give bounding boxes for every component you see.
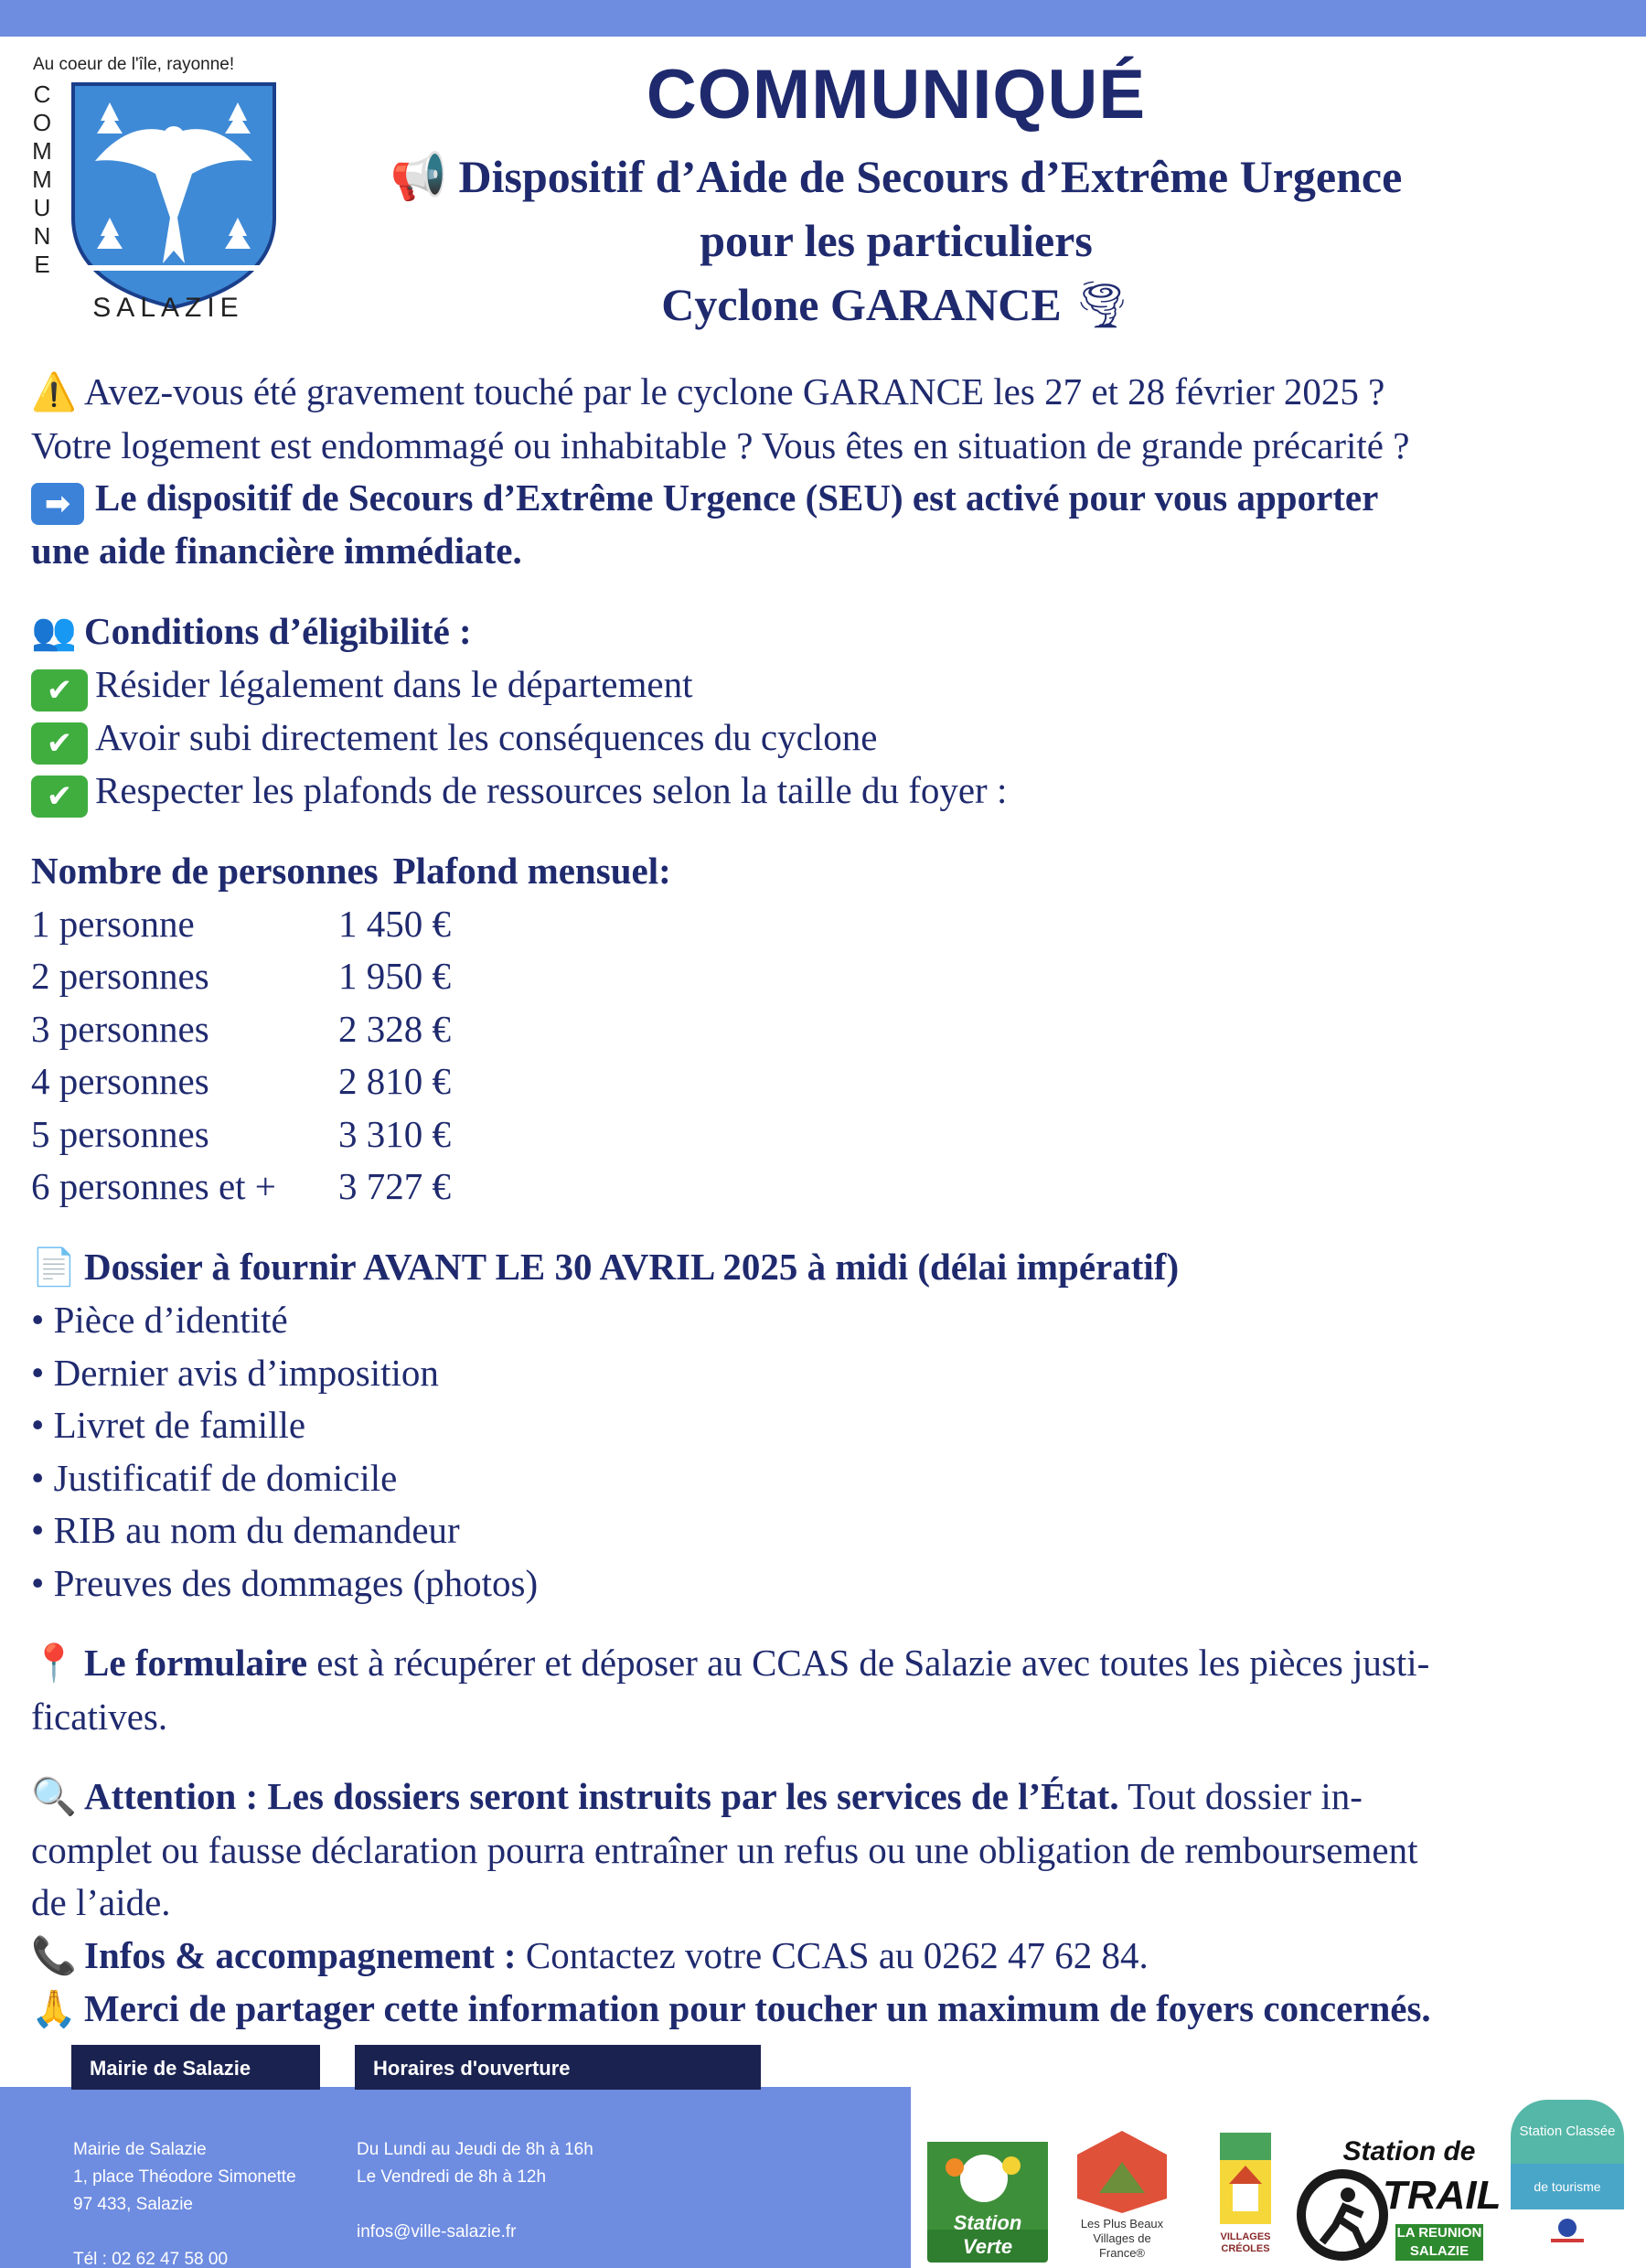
arrow-right-icon: ➡	[31, 483, 84, 525]
activation-line-2: une aide financière immédiate.	[31, 530, 522, 572]
list-item: • RIB au nom du demandeur	[31, 1509, 460, 1551]
crest-vertical-text: COMMUNE	[32, 80, 52, 278]
footer-hours: Du Lundi au Jeudi de 8h à 16h Le Vendredi de 8h à 12h infos@ville-salazie.fr	[357, 2136, 741, 2246]
footer-phone: Tél : 02 62 47 58 00	[73, 2250, 229, 2268]
table-row: 6 personnes et + 3 727 €	[31, 1165, 451, 1207]
marianne-icon	[1511, 2213, 1624, 2250]
attention-paragraph: 🔍 Attention : Les dossiers seront instruits par les services de l’État. Tout dossier in-	[31, 1771, 1622, 1824]
people-icon: 👥	[31, 610, 77, 653]
table-row: 2 personnes 1 950 €	[31, 955, 451, 997]
praying-hands-icon: 🙏	[31, 1988, 77, 2030]
commune-crest	[27, 53, 265, 327]
beaux-villages-logo: Les Plus Beaux Villages de France®	[1072, 2129, 1172, 2266]
document-icon: 📄	[31, 1246, 77, 1289]
villages-creoles-logo: VILLAGES CRÉOLES	[1216, 2129, 1275, 2266]
table-row: 3 personnes 2 328 €	[31, 1007, 451, 1050]
eligibility-item: ✔ Avoir subi directement les conséquences du cyclone	[31, 711, 1622, 765]
form-paragraph: 📍 Le formulaire est à récupérer et déposer au CCAS de Salazie avec toutes les pièces justi-	[31, 1637, 1622, 1691]
list-item: • Pièce d’identité	[31, 1299, 288, 1341]
intro-line-2: Votre logement est endommagé ou inhabitable ? Vous êtes en situation de grande précarité ?	[31, 423, 1410, 466]
subtitle-line-3: Cyclone GARANCE	[661, 279, 1062, 330]
form-paragraph-line-2: ficatives.	[31, 1695, 168, 1738]
subtitle-line-1: Dispositif d’Aide de Secours d’Extrême Urgence	[458, 151, 1403, 202]
intro-line-1: ⚠️ Avez-vous été gravement touché par le cyclone GARANCE les 27 et 28 février 2025 ?	[31, 366, 1622, 420]
eligibility-item: ✔ Respecter les plafonds de ressources selon la taille du foyer :	[31, 765, 1622, 818]
phone-icon: 📞	[31, 1934, 77, 1977]
footer-tab-mairie: Mairie de Salazie	[71, 2045, 320, 2092]
station-classee-logo: Station Classée de tourisme	[1511, 2100, 1624, 2261]
column-header-persons: Nombre de personnes	[31, 850, 379, 892]
share-line: 🙏 Merci de partager cette information pour toucher un maximum de foyers concernés.	[31, 1983, 1622, 2037]
documents-list	[31, 1294, 1622, 1610]
eligibility-heading: 👥 Conditions d’éligibilité :	[31, 605, 1622, 659]
partner-logos	[911, 2087, 1646, 2268]
cyclone-icon: 🌪	[1073, 278, 1131, 331]
station-de-trail-logo: Station de TRAIL LA REUNION SALAZIE	[1295, 2136, 1478, 2264]
table-row: 1 personne 1 450 €	[31, 902, 451, 945]
activation-line-1: ➡ Le dispositif de Secours d’Extrême Urgence (SEU) est activé pour vous apporter	[31, 472, 1622, 525]
documents-heading: 📄 Dossier à fournir AVANT LE 30 AVRIL 2025 à midi (délai impératif)	[31, 1241, 1622, 1295]
footer-email[interactable]: infos@ville-salazie.fr	[357, 2222, 517, 2241]
announcement-body	[31, 366, 1622, 2037]
check-icon: ✔	[31, 669, 88, 711]
top-banner	[0, 0, 1646, 37]
table-row: 4 personnes 2 810 €	[31, 1060, 451, 1102]
creole-house-icon	[1216, 2129, 1275, 2228]
attention-line-2: complet ou fausse déclaration pourra entraîner un refus ou une obligation de remboursement	[31, 1828, 1418, 1871]
contact-line: 📞 Infos & accompagnement : Contactez votre CCAS au 0262 47 62 84.	[31, 1930, 1622, 1984]
station-verte-logo: Station Verte	[927, 2142, 1048, 2263]
list-item: • Dernier avis d’imposition	[31, 1351, 439, 1394]
check-icon: ✔	[31, 722, 88, 765]
pin-icon: 📍	[31, 1642, 77, 1685]
crest-name: SALAZIE	[92, 293, 244, 323]
page-subtitle	[293, 144, 1500, 337]
footer-address: Mairie de Salazie 1, place Théodore Simonette 97 433, Salazie Tél : 02 62 47 58 00	[73, 2136, 338, 2268]
list-item: • Livret de famille	[31, 1404, 306, 1446]
table-header	[31, 845, 1622, 898]
village-hexagon-icon	[1072, 2129, 1172, 2213]
warning-icon: ⚠️	[31, 371, 77, 413]
crest-motto: Au coeur de l'île, rayonne!	[33, 55, 235, 74]
list-item: • Preuves des dommages (photos)	[31, 1561, 539, 1604]
runner-globe-icon	[1295, 2155, 1395, 2264]
magnifier-icon: 🔍	[31, 1776, 77, 1818]
salazie-shield-icon	[68, 80, 280, 311]
column-header-ceiling: Plafond mensuel:	[392, 850, 671, 892]
list-item: • Justificatif de domicile	[31, 1456, 398, 1499]
eligibility-item: ✔ Résider légalement dans le département	[31, 658, 1622, 711]
subtitle-line-2: pour les particuliers	[700, 215, 1093, 266]
megaphone-icon: 📢	[390, 150, 447, 203]
page-title: COMMUNIQUÉ	[646, 56, 1147, 134]
attention-line-3: de l’aide.	[31, 1881, 171, 1923]
income-ceiling-table	[31, 845, 1622, 1214]
footer-tab-hours: Horaires d'ouverture	[355, 2045, 761, 2092]
table-row: 5 personnes 3 310 €	[31, 1112, 451, 1155]
check-icon: ✔	[31, 776, 88, 818]
